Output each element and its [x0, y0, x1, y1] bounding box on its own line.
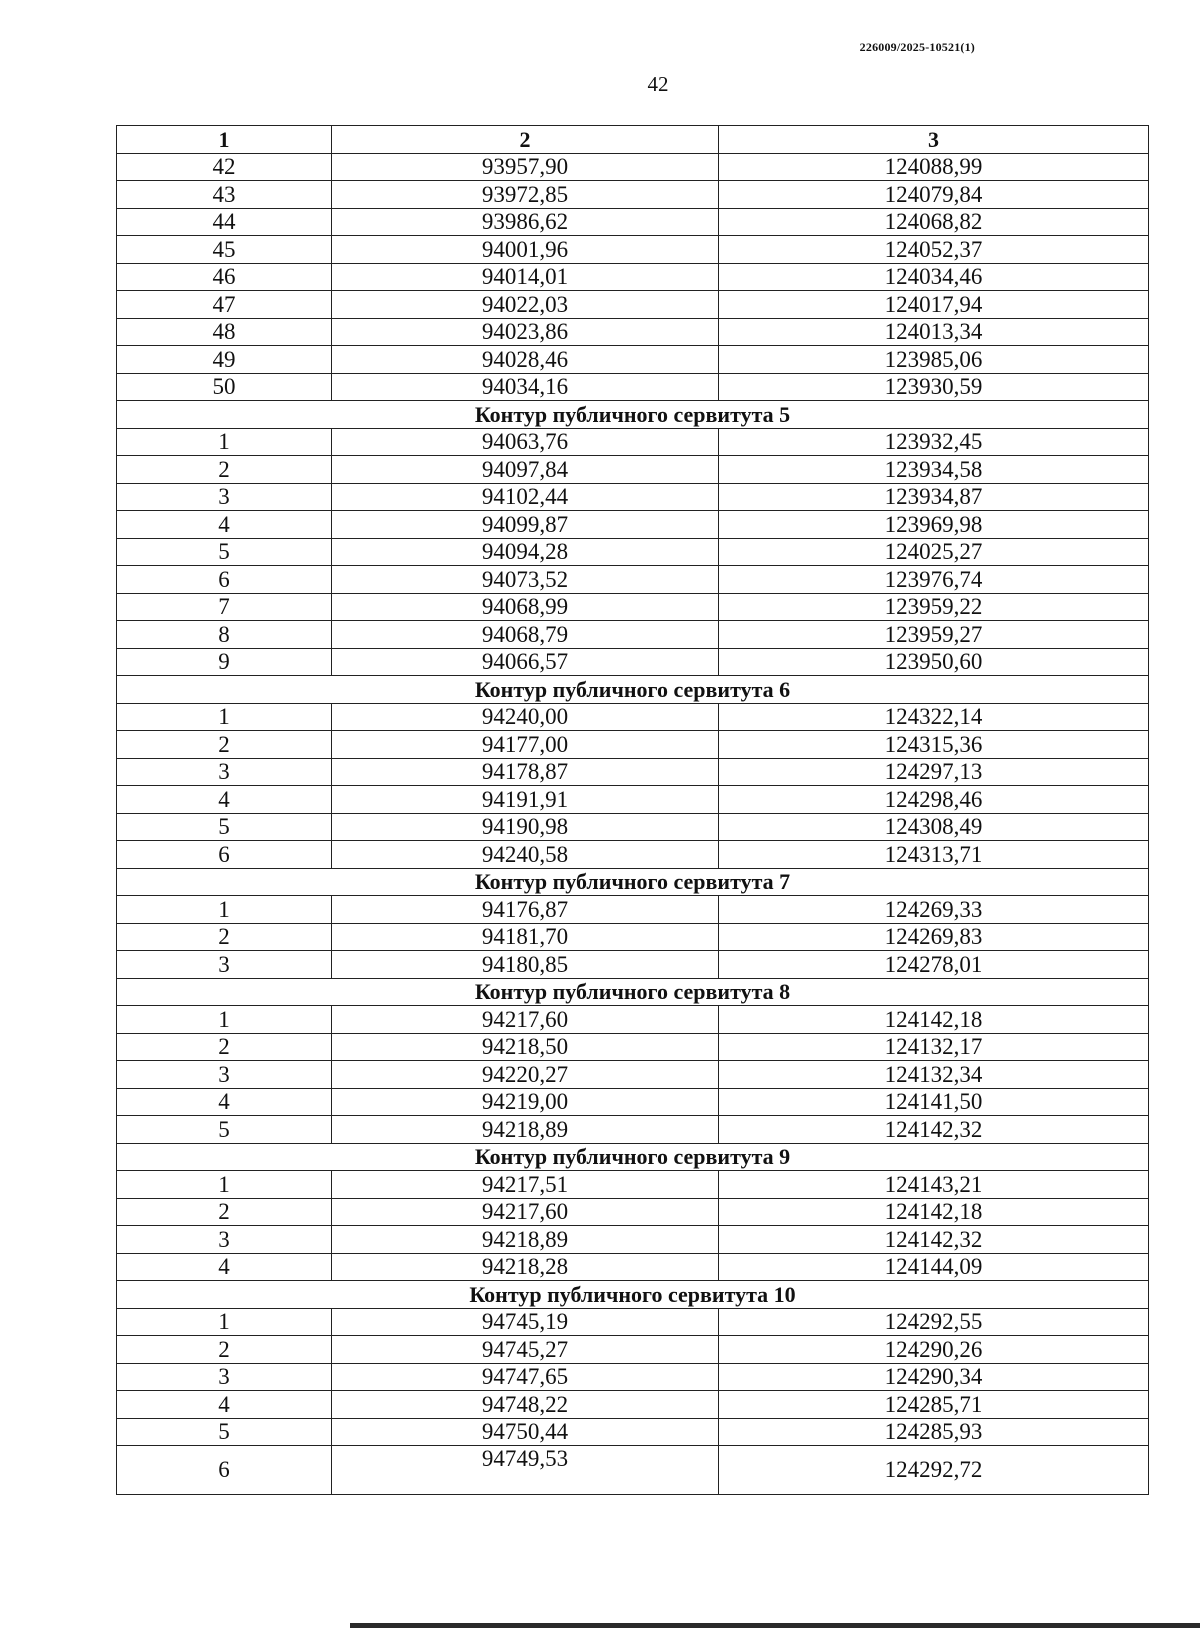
point-number-cell: 3	[117, 758, 332, 786]
section-title-row	[117, 401, 1149, 429]
point-number-cell: 9	[117, 648, 332, 676]
x-coordinate-cell: 94028,46	[332, 346, 719, 374]
section-title-row	[117, 1281, 1149, 1309]
table-row	[117, 896, 1149, 924]
section-title-row	[117, 978, 1149, 1006]
point-number-cell: 1	[117, 1171, 332, 1199]
y-coordinate-cell: 123932,45	[719, 428, 1149, 456]
x-coordinate-cell: 94220,27	[332, 1061, 719, 1089]
table-row	[117, 1116, 1149, 1144]
y-coordinate-cell: 124269,83	[719, 923, 1149, 951]
table-row	[117, 593, 1149, 621]
x-coordinate-cell: 94068,99	[332, 593, 719, 621]
y-coordinate-cell: 124088,99	[719, 153, 1149, 181]
point-number-cell: 1	[117, 428, 332, 456]
column-header-3: 3	[719, 126, 1149, 154]
table-row	[117, 951, 1149, 979]
section-title-row	[117, 1143, 1149, 1171]
x-coordinate-cell: 94177,00	[332, 731, 719, 759]
y-coordinate-cell: 124322,14	[719, 703, 1149, 731]
point-number-cell: 5	[117, 1418, 332, 1446]
x-coordinate-cell: 94190,98	[332, 813, 719, 841]
column-header-1: 1	[117, 126, 332, 154]
section-title: Контур публичного сервитута 8	[117, 978, 1149, 1006]
y-coordinate-cell: 123959,22	[719, 593, 1149, 621]
y-coordinate-cell: 123950,60	[719, 648, 1149, 676]
point-number-cell: 2	[117, 1033, 332, 1061]
y-coordinate-cell: 124143,21	[719, 1171, 1149, 1199]
table-row	[117, 153, 1149, 181]
y-coordinate-cell: 124308,49	[719, 813, 1149, 841]
point-number-cell: 3	[117, 951, 332, 979]
x-coordinate-cell: 94218,89	[332, 1226, 719, 1254]
x-coordinate-cell: 94191,91	[332, 786, 719, 814]
table-row	[117, 813, 1149, 841]
column-header-2: 2	[332, 126, 719, 154]
y-coordinate-cell: 124292,55	[719, 1308, 1149, 1336]
x-coordinate-cell: 94218,50	[332, 1033, 719, 1061]
table-row	[117, 208, 1149, 236]
table-row	[117, 1418, 1149, 1446]
section-title: Контур публичного сервитута 6	[117, 676, 1149, 704]
table-row	[117, 456, 1149, 484]
table-row	[117, 648, 1149, 676]
y-coordinate-cell: 124141,50	[719, 1088, 1149, 1116]
y-coordinate-cell: 124285,71	[719, 1391, 1149, 1419]
table-row	[117, 538, 1149, 566]
x-coordinate-cell: 94099,87	[332, 511, 719, 539]
point-number-cell: 42	[117, 153, 332, 181]
table-row	[117, 1198, 1149, 1226]
point-number-cell: 6	[117, 841, 332, 869]
point-number-cell: 45	[117, 236, 332, 264]
y-coordinate-cell: 124313,71	[719, 841, 1149, 869]
table-row	[117, 621, 1149, 649]
x-coordinate-cell: 94180,85	[332, 951, 719, 979]
table-row	[117, 291, 1149, 319]
table-row	[117, 1253, 1149, 1281]
point-number-cell: 1	[117, 1006, 332, 1034]
y-coordinate-cell: 124285,93	[719, 1418, 1149, 1446]
x-coordinate-cell: 94750,44	[332, 1418, 719, 1446]
table-row	[117, 428, 1149, 456]
point-number-cell: 48	[117, 318, 332, 346]
section-title: Контур публичного сервитута 5	[117, 401, 1149, 429]
table-row	[117, 373, 1149, 401]
point-number-cell: 3	[117, 1363, 332, 1391]
section-title-row	[117, 868, 1149, 896]
x-coordinate-cell: 94022,03	[332, 291, 719, 319]
point-number-cell: 6	[117, 566, 332, 594]
point-number-cell: 3	[117, 1226, 332, 1254]
point-number-cell: 5	[117, 1116, 332, 1144]
y-coordinate-cell: 124292,72	[719, 1446, 1149, 1495]
section-title: Контур публичного сервитута 7	[117, 868, 1149, 896]
x-coordinate-cell: 94748,22	[332, 1391, 719, 1419]
point-number-cell: 4	[117, 1253, 332, 1281]
y-coordinate-cell: 124034,46	[719, 263, 1149, 291]
y-coordinate-cell: 124315,36	[719, 731, 1149, 759]
y-coordinate-cell: 124142,32	[719, 1226, 1149, 1254]
y-coordinate-cell: 123969,98	[719, 511, 1149, 539]
y-coordinate-cell: 124144,09	[719, 1253, 1149, 1281]
x-coordinate-cell: 94218,89	[332, 1116, 719, 1144]
y-coordinate-cell: 124142,32	[719, 1116, 1149, 1144]
y-coordinate-cell: 123930,59	[719, 373, 1149, 401]
document-registration-number: 226009/2025-10521(1)	[859, 40, 975, 54]
x-coordinate-cell: 94034,16	[332, 373, 719, 401]
table-row	[117, 511, 1149, 539]
y-coordinate-cell: 124068,82	[719, 208, 1149, 236]
table-row	[117, 923, 1149, 951]
table-row	[117, 1061, 1149, 1089]
table-row	[117, 1226, 1149, 1254]
table-row	[117, 1033, 1149, 1061]
x-coordinate-cell: 94218,28	[332, 1253, 719, 1281]
table-row	[117, 181, 1149, 209]
x-coordinate-cell: 94097,84	[332, 456, 719, 484]
table-row	[117, 346, 1149, 374]
point-number-cell: 50	[117, 373, 332, 401]
x-coordinate-cell: 94023,86	[332, 318, 719, 346]
point-number-cell: 7	[117, 593, 332, 621]
x-coordinate-cell: 94178,87	[332, 758, 719, 786]
y-coordinate-cell: 124052,37	[719, 236, 1149, 264]
x-coordinate-cell: 94094,28	[332, 538, 719, 566]
point-number-cell: 8	[117, 621, 332, 649]
table-row	[117, 1171, 1149, 1199]
y-coordinate-cell: 124297,13	[719, 758, 1149, 786]
x-coordinate-cell: 94014,01	[332, 263, 719, 291]
x-coordinate-cell: 94066,57	[332, 648, 719, 676]
point-number-cell: 2	[117, 731, 332, 759]
table-row	[117, 1308, 1149, 1336]
point-number-cell: 5	[117, 538, 332, 566]
table-row	[117, 841, 1149, 869]
point-number-cell: 47	[117, 291, 332, 319]
point-number-cell: 4	[117, 1088, 332, 1116]
table-row	[117, 1391, 1149, 1419]
table-row	[117, 318, 1149, 346]
y-coordinate-cell: 124142,18	[719, 1198, 1149, 1226]
table-row	[117, 758, 1149, 786]
y-coordinate-cell: 124025,27	[719, 538, 1149, 566]
coordinates-table-body	[117, 153, 1149, 1495]
point-number-cell: 1	[117, 703, 332, 731]
y-coordinate-cell: 123985,06	[719, 346, 1149, 374]
table-row	[117, 566, 1149, 594]
scan-edge-line	[350, 1623, 1200, 1628]
section-title: Контур публичного сервитута 9	[117, 1143, 1149, 1171]
x-coordinate-cell: 94745,27	[332, 1336, 719, 1364]
x-coordinate-cell: 94176,87	[332, 896, 719, 924]
point-number-cell: 4	[117, 1391, 332, 1419]
y-coordinate-cell: 124298,46	[719, 786, 1149, 814]
table-row	[117, 236, 1149, 264]
table-row	[117, 1006, 1149, 1034]
x-coordinate-cell: 94001,96	[332, 236, 719, 264]
x-coordinate-cell: 94240,58	[332, 841, 719, 869]
point-number-cell: 1	[117, 1308, 332, 1336]
table-row	[117, 1088, 1149, 1116]
x-coordinate-cell: 93986,62	[332, 208, 719, 236]
point-number-cell: 4	[117, 786, 332, 814]
point-number-cell: 2	[117, 456, 332, 484]
point-number-cell: 3	[117, 1061, 332, 1089]
point-number-cell: 2	[117, 1198, 332, 1226]
table-row	[117, 703, 1149, 731]
x-coordinate-cell: 93972,85	[332, 181, 719, 209]
x-coordinate-cell: 94240,00	[332, 703, 719, 731]
y-coordinate-cell: 124290,26	[719, 1336, 1149, 1364]
x-coordinate-cell: 94102,44	[332, 483, 719, 511]
x-coordinate-cell: 94217,51	[332, 1171, 719, 1199]
y-coordinate-cell: 123934,87	[719, 483, 1149, 511]
point-number-cell: 2	[117, 1336, 332, 1364]
coordinates-table	[116, 125, 1149, 1495]
x-coordinate-cell: 94181,70	[332, 923, 719, 951]
y-coordinate-cell: 123934,58	[719, 456, 1149, 484]
table-row	[117, 1336, 1149, 1364]
y-coordinate-cell: 124269,33	[719, 896, 1149, 924]
table-row	[117, 731, 1149, 759]
table-row	[117, 786, 1149, 814]
point-number-cell: 6	[117, 1446, 332, 1495]
x-coordinate-cell: 94749,53	[332, 1446, 719, 1495]
table-header-row	[117, 126, 1149, 154]
point-number-cell: 4	[117, 511, 332, 539]
section-title-row	[117, 676, 1149, 704]
point-number-cell: 1	[117, 896, 332, 924]
y-coordinate-cell: 123959,27	[719, 621, 1149, 649]
x-coordinate-cell: 94073,52	[332, 566, 719, 594]
table-row	[117, 1363, 1149, 1391]
point-number-cell: 46	[117, 263, 332, 291]
x-coordinate-cell: 94063,76	[332, 428, 719, 456]
y-coordinate-cell: 124132,34	[719, 1061, 1149, 1089]
x-coordinate-cell: 94219,00	[332, 1088, 719, 1116]
table-row	[117, 483, 1149, 511]
y-coordinate-cell: 124290,34	[719, 1363, 1149, 1391]
section-title: Контур публичного сервитута 10	[117, 1281, 1149, 1309]
x-coordinate-cell: 93957,90	[332, 153, 719, 181]
page-number: 42	[647, 72, 669, 96]
y-coordinate-cell: 124142,18	[719, 1006, 1149, 1034]
point-number-cell: 5	[117, 813, 332, 841]
point-number-cell: 43	[117, 181, 332, 209]
x-coordinate-cell: 94068,79	[332, 621, 719, 649]
point-number-cell: 44	[117, 208, 332, 236]
y-coordinate-cell: 124013,34	[719, 318, 1149, 346]
y-coordinate-cell: 123976,74	[719, 566, 1149, 594]
point-number-cell: 2	[117, 923, 332, 951]
x-coordinate-cell: 94745,19	[332, 1308, 719, 1336]
point-number-cell: 3	[117, 483, 332, 511]
x-coordinate-cell: 94217,60	[332, 1006, 719, 1034]
y-coordinate-cell: 124278,01	[719, 951, 1149, 979]
point-number-cell: 49	[117, 346, 332, 374]
table-row	[117, 263, 1149, 291]
x-coordinate-cell: 94747,65	[332, 1363, 719, 1391]
table-row	[117, 1446, 1149, 1495]
y-coordinate-cell: 124017,94	[719, 291, 1149, 319]
y-coordinate-cell: 124079,84	[719, 181, 1149, 209]
y-coordinate-cell: 124132,17	[719, 1033, 1149, 1061]
x-coordinate-cell: 94217,60	[332, 1198, 719, 1226]
